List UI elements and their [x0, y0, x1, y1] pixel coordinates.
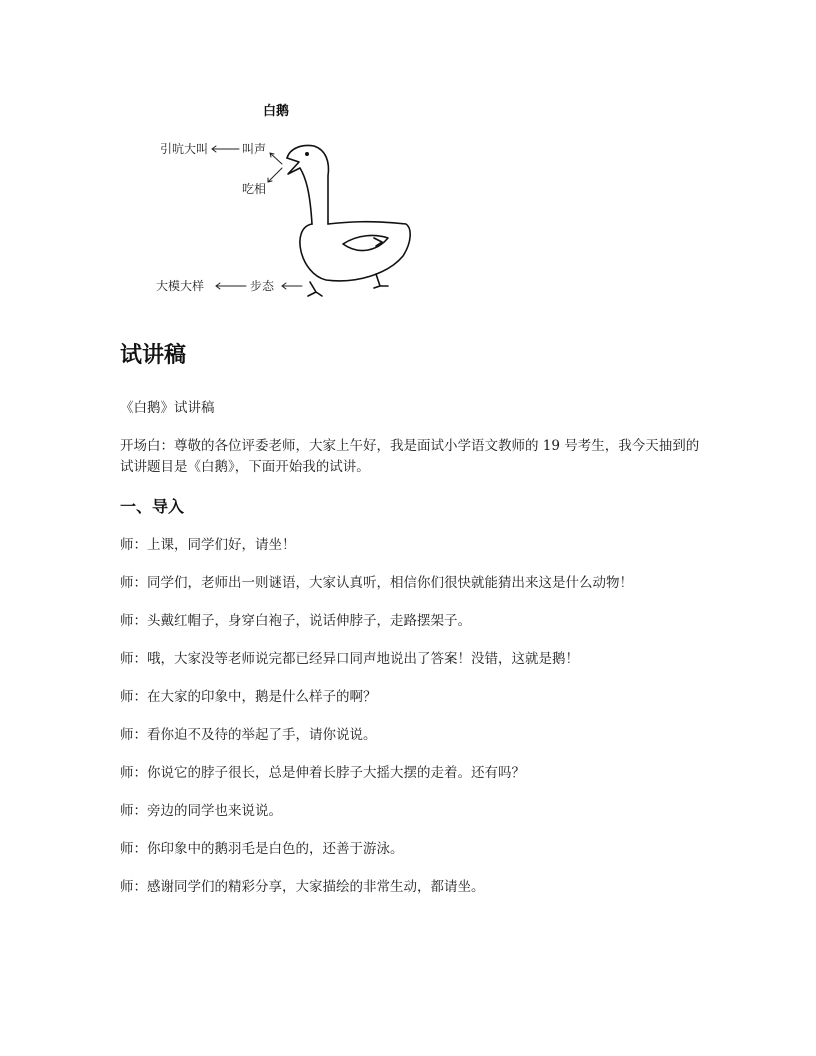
foot-to-gait-arrow [282, 283, 302, 289]
document-title: 试讲稿 [120, 343, 187, 368]
goose-neck-back [287, 146, 328, 225]
goose-body [300, 222, 410, 281]
label-gait-result: 大模大样 [156, 279, 205, 293]
section-heading-intro: 一、导入 [120, 497, 185, 516]
dialogue-line: 师：旁边的同学也来说说。 [120, 803, 282, 819]
dialogue-line: 师：你说它的脖子很长，总是伸着长脖子大摇大摆的走着。还有吗？ [120, 765, 525, 781]
dialogue-line: 师：头戴红帽子，身穿白袍子，说话伸脖子，走路摆架子。 [120, 613, 471, 629]
goose-drawing [150, 96, 420, 306]
beak-to-cry-arrow [270, 153, 282, 164]
dialogue-line: 师：同学们，老师出一则谜语，大家认真听，相信你们很快就能猜出来这是什么动物！ [120, 575, 633, 591]
goose-foot-right [374, 274, 388, 288]
gait-arrow [216, 283, 246, 289]
goose-head-front [287, 158, 312, 224]
dialogue-line: 师：在大家的印象中，鹅是什么样子的啊？ [120, 689, 377, 705]
goose-foot-left [308, 282, 322, 296]
opening-paragraph: 开场白：尊敬的各位评委老师，大家上午好，我是面试小学语文教师的 19 号考生，我今天抽到的试讲题目是《白鹅》，下面开始我的试讲。 [120, 438, 700, 475]
dialogue-line: 师：看你迫不及待的举起了手，请你说说。 [120, 727, 377, 743]
label-cry: 叫声 [242, 142, 267, 156]
goose-diagram [150, 96, 420, 306]
beak-to-eating-arrow [268, 168, 282, 182]
diagram-title: 白鹅 [263, 104, 290, 119]
dialogue-line: 师：哦，大家没等老师说完都已经异口同声地说出了答案！没错，这就是鹅！ [120, 651, 579, 667]
label-gait: 步态 [250, 279, 275, 293]
dialogue-line: 师：上课，同学们好，请坐！ [120, 537, 296, 553]
document-subtitle: 《白鹅》试讲稿 [120, 400, 215, 416]
label-eating: 吃相 [242, 182, 267, 196]
goose-eye [305, 152, 309, 156]
label-cry-result: 引吭大叫 [160, 142, 209, 156]
dialogue-line: 师：你印象中的鹅羽毛是白色的，还善于游泳。 [120, 841, 404, 857]
document-body [120, 398, 700, 915]
cry-arrow [212, 146, 239, 152]
dialogue-line: 师：感谢同学们的精彩分享，大家描绘的非常生动，都请坐。 [120, 879, 485, 895]
